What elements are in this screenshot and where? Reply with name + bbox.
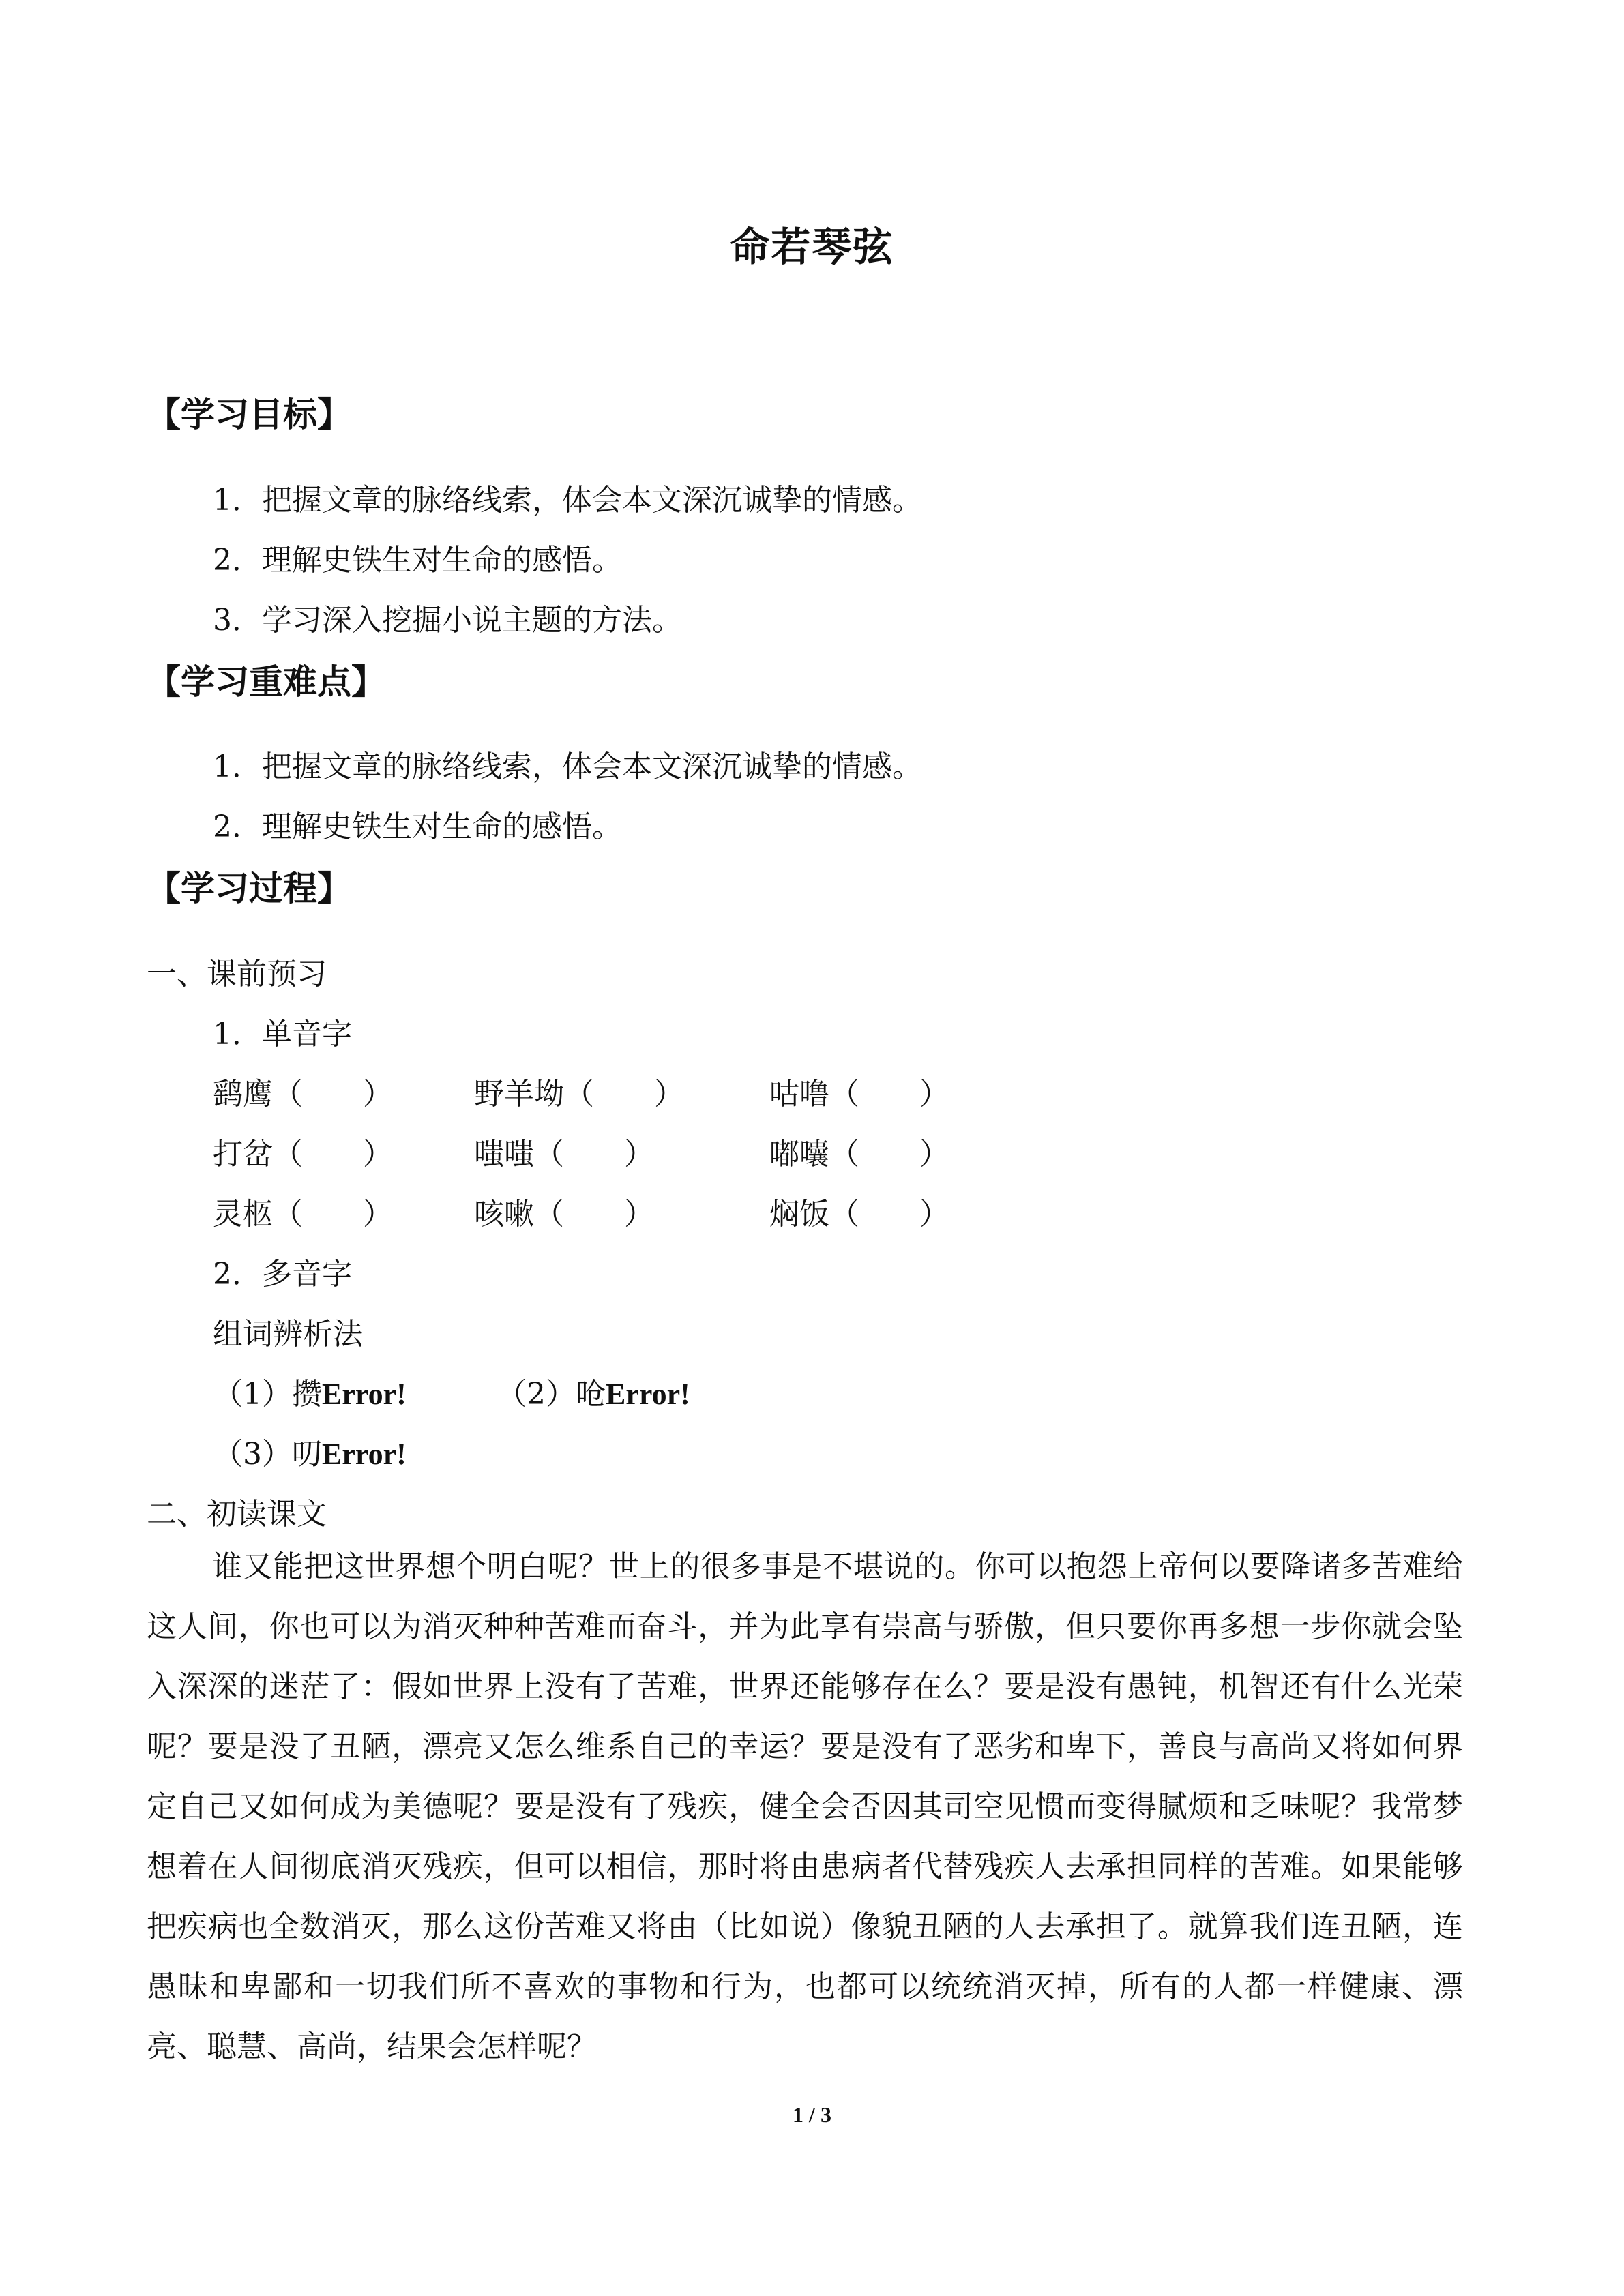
objective-item: 3．学习深入挖掘小说主题的方法。 [213,603,682,638]
phonetic-item: 灵柩（ ） [213,1197,393,1232]
phonetic-item: 嘟囔（ ） [769,1137,949,1172]
part-heading-preview: 一、课前预习 [147,957,327,992]
part-heading-first-reading: 二、初读课文 [147,1497,327,1532]
field-error-text: Error! [606,1377,690,1411]
phonetic-item: 焖饭（ ） [769,1197,949,1232]
page-number: 1 / 3 [793,2102,831,2127]
key-point-item: 1．把握文章的脉络线索，体会本文深沉诚挚的情感。 [213,749,922,784]
phonetic-item: 咕噜（ ） [769,1077,949,1112]
phonetic-item: 咳嗽（ ） [474,1197,654,1232]
polyphone-char: （2）呛 [497,1377,606,1412]
phonetic-item: 打岔（ ） [213,1137,393,1172]
section-heading-objectives: 【学习目标】 [147,395,351,434]
objective-item: 1．把握文章的脉络线索，体会本文深沉诚挚的情感。 [213,483,922,518]
phonetic-item: 嗤嗤（ ） [474,1137,654,1172]
section-heading-process: 【学习过程】 [147,869,351,908]
polyphone-item-3 [213,1429,407,1473]
objective-item: 2．理解史铁生对生命的感悟。 [213,543,622,578]
reading-passage: 谁又能把这世界想个明白呢？世上的很多事是不堪说的。你可以抱怨上帝何以要降诸多苦难给这人间，你也可以为消灭种种苦难而奋斗，并为此享有崇高与骄傲，但只要你再多想一步你就会坠入深深的迷茫了：假如世界上没有了苦难，世界还能够存在么？要是没有愚钝，机智还有什么光荣呢？要是没了丑陋，漂亮又怎么维系自己的幸运？要是没有了恶劣和卑下，善良与高尚又将如何界定自己又如何成为美德呢？要是没有了残疾，健全会否因其司空见惯而变得腻烦和乏味呢？我常梦想着在人间彻底消灭残疾，但可以相信，那时将由患病者代替残疾人去承担同样的苦难。如果能够把疾病也全数消灭，那么这份苦难又将由（比如说）像貌丑陋的人去承担了。就算我们连丑陋，连愚昧和卑鄙和一切我们所不喜欢的事物和行为，也都可以统统消灭掉，所有的人都一样健康、漂亮、聪慧、高尚，结果会怎样呢？ [147,1549,1463,2064]
field-error-text: Error! [322,1377,407,1411]
phonetic-item: 野羊坳（ ） [474,1077,684,1112]
subheading-single-pronunciation: 1．单音字 [213,1017,352,1052]
field-error-text: Error! [322,1437,407,1471]
section-heading-key-points: 【学习重难点】 [147,662,385,702]
page-title: 命若琴弦 [730,224,894,270]
polyphone-item-2 [497,1369,690,1413]
polyphone-item-1 [213,1369,407,1413]
key-point-item: 2．理解史铁生对生命的感悟。 [213,809,622,844]
phonetic-item: 鹞鹰（ ） [213,1077,393,1112]
subheading-polyphones: 2．多音字 [213,1257,352,1292]
method-label: 组词辨析法 [213,1317,363,1352]
polyphone-char: （3）叨 [213,1437,322,1472]
polyphone-char: （1）攒 [213,1377,322,1412]
